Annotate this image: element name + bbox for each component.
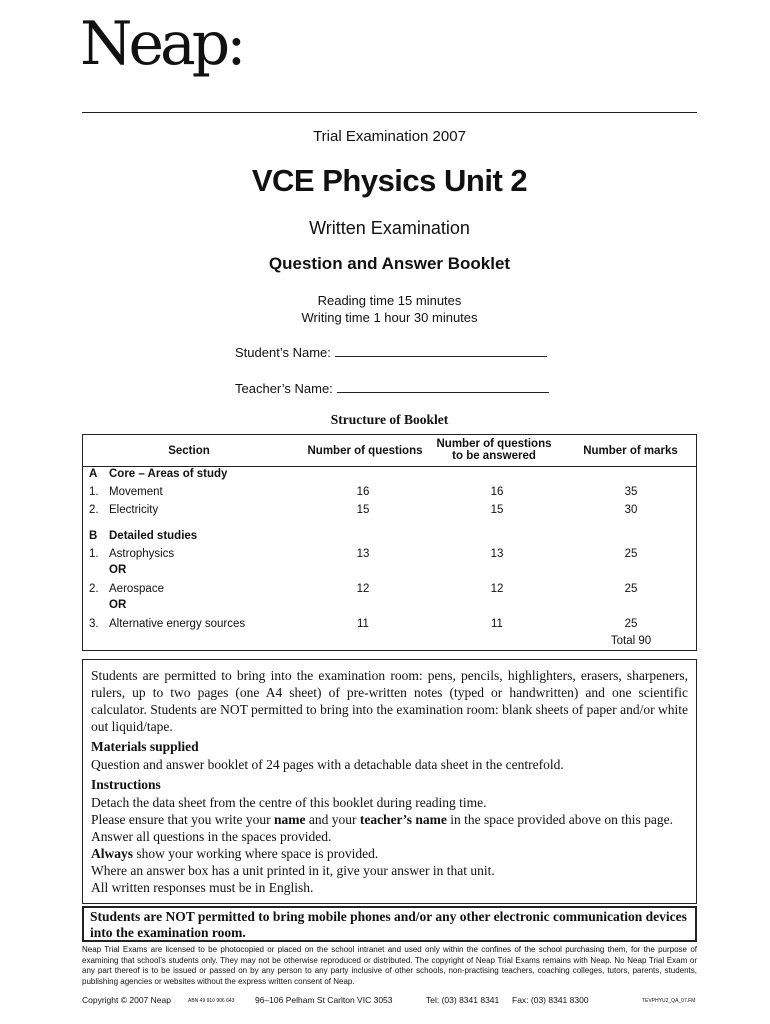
section-letter: B: [89, 530, 98, 542]
instruction-text: show your working where space is provided.: [133, 846, 379, 861]
row-name: Electricity: [109, 504, 159, 516]
materials-heading: Materials supplied: [91, 739, 199, 754]
neap-logo: Neap:: [80, 9, 243, 79]
instruction-text: Please ensure that you write your: [91, 812, 274, 827]
mobile-phone-warning: Students are NOT permitted to bring mobile phones and/or any other electronic communication devices into the examination room.: [82, 906, 697, 942]
teacher-name-field[interactable]: [235, 381, 549, 396]
structure-table: [82, 434, 697, 651]
row-answered: 16: [490, 486, 504, 498]
header-marks: Number of marks: [583, 445, 678, 457]
writing-time: Writing time 1 hour 30 minutes: [301, 310, 478, 325]
footer-fax: Fax: (03) 8341 8300: [512, 995, 589, 1005]
instructions-box: [82, 659, 697, 904]
instruction-text: in the space provided above on this page.: [446, 812, 673, 827]
footer-tel: Tel: (03) 8341 8341: [426, 995, 500, 1005]
row-number: 2.: [89, 504, 99, 516]
row-answered: 15: [490, 504, 504, 516]
exam-type: Trial Examination 2007: [313, 128, 466, 145]
booklet-title: Question and Answer Booklet: [268, 254, 511, 273]
table-row: [83, 548, 696, 564]
total-row: [83, 635, 696, 651]
instruction-line: Detach the data sheet from the centre of this booklet during reading time.: [91, 795, 487, 810]
row-number: 1.: [89, 486, 99, 498]
row-marks: 25: [624, 548, 638, 560]
section-b-heading: [83, 530, 696, 546]
legal-notice: Neap Trial Exams are licensed to be photocopied or placed on the school intranet and used only within the confines of the school purchasing them, for the purpose of examining that school’s students only. They may not be otherwise reproduced or distributed. The copyright of Neap Trial Exams remains with Neap. No Neap Trial Exam or any part thereof is to be issued or passed on by any person to any party inclusive of other schools, non-practising teachers, coaching colleges, tutors, parents, students, publishing agencies or websites without the express written consent of Neap.: [82, 945, 697, 986]
row-marks: 35: [624, 486, 638, 498]
row-questions: 16: [356, 486, 370, 498]
row-marks: 25: [624, 618, 638, 630]
row-number: 3.: [89, 618, 99, 630]
instruction-emphasis: Always: [91, 846, 134, 861]
header-section: Section: [168, 445, 210, 457]
header-num-questions: Number of questions: [307, 445, 423, 457]
reading-time: Reading time 15 minutes: [317, 293, 462, 308]
row-answered: 12: [490, 583, 504, 595]
header-divider: [82, 112, 697, 113]
row-questions: 12: [356, 583, 370, 595]
table-header: [83, 435, 696, 467]
row-marks: 25: [624, 583, 638, 595]
or-label: OR: [109, 599, 127, 611]
section-name: Core – Areas of study: [109, 468, 228, 480]
footer-code: TEVPHYU2_QA_07.FM: [642, 998, 696, 1004]
row-name: Astrophysics: [109, 548, 175, 560]
materials-text: Question and answer booklet of 24 pages with a detachable data sheet in the centrefold.: [91, 757, 564, 772]
structure-title: Structure of Booklet: [330, 412, 449, 427]
row-number: 2.: [89, 583, 99, 595]
footer-abn: ABN 49 910 906 643: [188, 998, 235, 1004]
instruction-line: [91, 811, 688, 828]
table-row: [83, 583, 696, 599]
instruction-line: Where an answer box has a unit printed in it, give your answer in that unit.: [91, 863, 495, 878]
table-row: [83, 504, 696, 520]
instruction-text: and your: [305, 812, 360, 827]
or-separator: [83, 599, 696, 615]
header-to-answer: [429, 438, 559, 462]
instructions-heading: Instructions: [91, 777, 161, 792]
section-a-heading: [83, 468, 696, 484]
row-number: 1.: [89, 548, 99, 560]
footer-address: 96–106 Pelham St Carlton VIC 3053: [255, 995, 393, 1005]
row-name: Movement: [109, 486, 163, 498]
row-name: Aerospace: [109, 583, 164, 595]
footer-copyright: Copyright © 2007 Neap: [82, 995, 171, 1005]
page-title: VCE Physics Unit 2: [251, 163, 528, 198]
row-answered: 13: [490, 548, 504, 560]
teacher-name-line[interactable]: [337, 381, 549, 393]
row-questions: 15: [356, 504, 370, 516]
table-row: [83, 486, 696, 502]
section-name: Detailed studies: [109, 530, 198, 542]
instruction-emphasis: teacher’s name: [359, 812, 447, 827]
instruction-emphasis: name: [273, 812, 306, 827]
table-row: [83, 618, 696, 634]
row-questions: 11: [357, 618, 369, 630]
row-name: Alternative energy sources: [109, 618, 246, 630]
or-separator: [83, 564, 696, 580]
header-to-answer-line2: to be answered: [452, 450, 536, 462]
section-letter: A: [89, 468, 98, 480]
row-questions: 13: [356, 548, 370, 560]
header-to-answer-line1: Number of questions: [436, 438, 552, 450]
instruction-line: All written responses must be in English.: [91, 880, 314, 895]
permitted-items-text: Students are permitted to bring into the examination room: pens, pencils, highlighters, erasers, sharpeners, rulers, up to two pages (one A4 sheet) of pre-written notes (typed or handwritten) and one scientific calculator. Students are NOT permitted to bring into the examination room: blank sheets of paper and/or white out liquid/tape.: [91, 668, 688, 734]
student-name-line[interactable]: [335, 345, 547, 357]
student-name-field[interactable]: [235, 345, 547, 360]
total-marks: Total 90: [610, 635, 652, 647]
or-label: OR: [109, 564, 127, 576]
exam-subtitle: Written Examination: [309, 218, 470, 238]
row-answered: 11: [491, 618, 503, 630]
instruction-line: Answer all questions in the spaces provided.: [91, 829, 332, 844]
teacher-name-label: Teacher’s Name:: [235, 381, 333, 396]
instruction-line: [91, 845, 688, 862]
student-name-label: Student’s Name:: [235, 345, 331, 360]
row-marks: 30: [624, 504, 638, 516]
